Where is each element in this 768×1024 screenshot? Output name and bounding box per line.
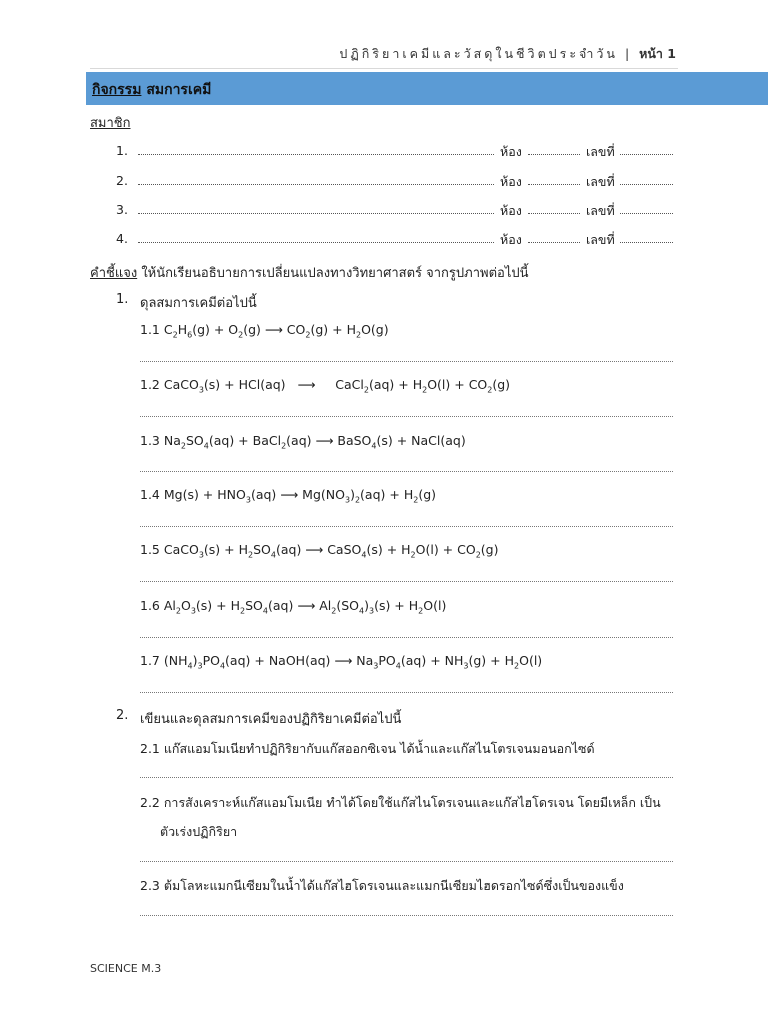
instructions-label: คำชี้แจง	[90, 266, 138, 281]
room-field[interactable]	[528, 144, 580, 155]
number-label: เลขที่	[586, 144, 615, 159]
equation-1-7: 1.7 $(NH_4)_3PO_4(aq)$ + NaOH(aq) ⟶ $Na_3PO_4(aq) + NH_3(g) + H_2O(l)$	[140, 653, 543, 671]
equation-1-2: 1.2 CaCO$_3$(s) + HCl(aq) ⟶ CaCl$_2$(aq) + $H_2O(l) + CO_2(g)$	[140, 377, 511, 395]
equation-1-4: 1.4 $Mg(s) + HNO_3(aq)$ ⟶ $Mg(NO_3)_2(aq) + H_2(g)$	[140, 487, 437, 505]
activity-label: กิจกรรม	[92, 82, 142, 98]
page-header	[339, 44, 676, 64]
answer-line-1-4[interactable]	[140, 525, 673, 527]
number-label: เลขที่	[586, 232, 615, 247]
answer-line-1-2[interactable]	[140, 415, 673, 417]
room-field[interactable]	[528, 174, 580, 185]
member-row-number: 1.	[116, 143, 128, 158]
member-row-number: 3.	[116, 202, 128, 217]
answer-line-2-1[interactable]	[140, 776, 673, 778]
section-2-title: เขียนและดุลสมการเคมีของปฏิกิริยาเคมีต่อไปนี้	[140, 712, 402, 727]
room-field[interactable]	[528, 203, 580, 214]
number-label: เลขที่	[586, 174, 615, 189]
room-label: ห้อง	[500, 144, 522, 159]
equation-1-3: 1.3 $Na_2SO_4(aq)$ + BaCl$_2$(aq) ⟶ BaSO$_4$(s) + NaCl(aq)	[140, 433, 466, 451]
section-2-number: 2.	[116, 708, 129, 723]
member-row-number: 4.	[116, 231, 128, 246]
answer-line-2-3[interactable]	[140, 914, 673, 916]
members-title: สมาชิก	[90, 116, 131, 131]
equation-1-5: 1.5 CaCO$_3$(s) + $H_2SO_4(aq)$ ⟶ CaSO$_4$(s) + $H_2O(l) + CO_2(g)$	[140, 542, 499, 560]
header-divider	[90, 68, 678, 69]
question-2-3: 2.3 ต้มโลหะแมกนีเซียมในน้ำได้แก๊สไฮโดรเจนและแมกนีเซียมไฮดรอกไซด์ซึ่งเป็นของแข็ง	[140, 878, 624, 893]
member-name-field[interactable]	[138, 174, 494, 185]
question-2-1: 2.1 แก๊สแอมโมเนียทำปฏิกิริยากับแก๊สออกซิเจน ได้น้ำและแก๊สไนโตรเจนมอนอกไซด์	[140, 741, 595, 756]
section-1-title: ดุลสมการเคมีต่อไปนี้	[140, 296, 257, 311]
number-label: เลขที่	[586, 203, 615, 218]
answer-line-1-7[interactable]	[140, 691, 673, 693]
member-name-field[interactable]	[138, 144, 494, 155]
section-1-number: 1.	[116, 292, 129, 307]
room-field[interactable]	[528, 232, 580, 243]
number-field[interactable]	[620, 174, 673, 185]
number-field[interactable]	[620, 144, 673, 155]
question-2-2-continued: ตัวเร่งปฏิกิริยา	[160, 824, 238, 839]
member-row-number: 2.	[116, 173, 128, 188]
room-label: ห้อง	[500, 232, 522, 247]
room-label: ห้อง	[500, 203, 522, 218]
equation-1-1: 1.1 $C_2H_6(g) + O_2(g)$ ⟶ $CO_2(g) + H_2O(g)$	[140, 322, 389, 340]
answer-line-1-3[interactable]	[140, 470, 673, 472]
member-name-field[interactable]	[138, 232, 494, 243]
activity-title: สมการเคมี	[146, 82, 212, 98]
number-field[interactable]	[620, 232, 673, 243]
room-label: ห้อง	[500, 174, 522, 189]
answer-line-1-5[interactable]	[140, 580, 673, 582]
equation-1-6: 1.6 $Al_2O_3(s) + H_2SO_4(aq)$ ⟶ $Al_2(SO_4)_3(s) + H_2O(l)$	[140, 598, 447, 616]
activity-banner	[86, 72, 768, 105]
page-number: หน้า 1	[639, 46, 676, 61]
footer-text: SCIENCE M.3	[90, 962, 162, 975]
instructions-text: ให้นักเรียนอธิบายการเปลี่ยนแปลงทางวิทยาศาสตร์ จากรูปภาพต่อไปนี้	[141, 266, 529, 281]
header-title: ปฏิกิริยาเคมีและวัสดุในชีวิตประจำวัน	[339, 46, 618, 61]
question-2-2: 2.2 การสังเคราะห์แก๊สแอมโมเนีย ทำได้โดยใช้แก๊สไนโตรเจนและแก๊สไฮโดรเจน โดยมีเหล็ก เป็น	[140, 795, 661, 810]
member-name-field[interactable]	[138, 203, 494, 214]
instructions	[90, 262, 529, 283]
number-field[interactable]	[620, 203, 673, 214]
answer-line-1-6[interactable]	[140, 636, 673, 638]
header-separator: |	[624, 46, 633, 61]
activity-heading	[92, 79, 211, 101]
answer-line-2-2[interactable]	[140, 860, 673, 862]
answer-line-1-1[interactable]	[140, 360, 673, 362]
